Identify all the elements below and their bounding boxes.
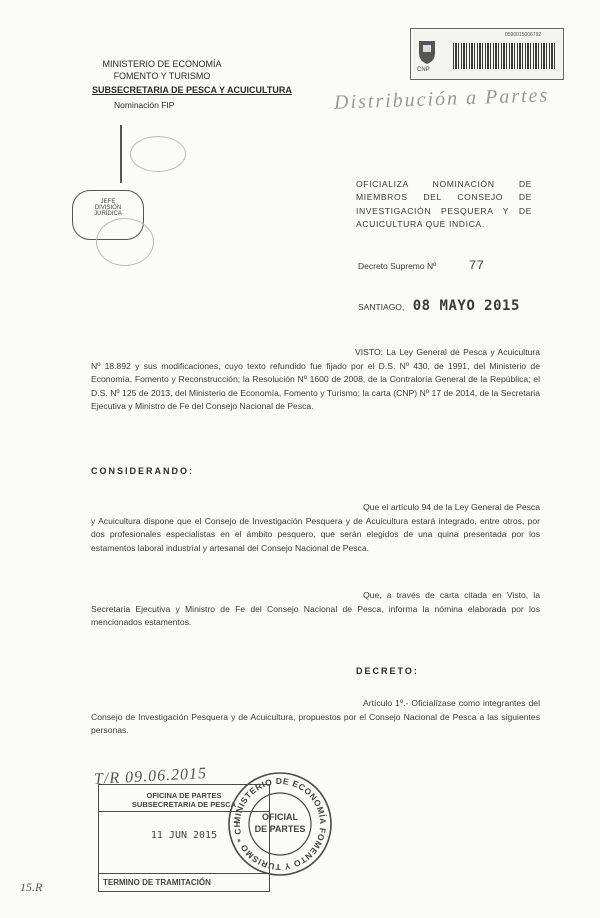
considerando-paragraph-2: Que, a través de carta citada en Visto, la Secretaria Ejecutiva y Ministro de Fe del Consejo Nacional de Pesca, informa la nómina elaborada por los mencionados estamentos. <box>91 590 540 628</box>
oficina-stamp-date: 11 JUN 2015 <box>150 830 218 841</box>
ministry-subname: FOMENTO Y TURISMO <box>113 71 211 81</box>
ministry-header <box>92 58 312 111</box>
visto-paragraph: VISTO: La Ley General de Pesca y Acuicultura Nº 18.892 y sus modificaciones, cuyo texto refundido fue fijado por el D.S. Nº 430, de 1991, del Ministerio de Economía, Fomento y Reconstrucción; la Resolución Nº 1600 de 2008, de la Contraloría General de la República; el D.S. Nº 125 de 2013, del Ministerio de Economía, Fomento y Turismo; la carta (CNP) Nº 17 de 2014, de la Secretaria Ejecutiva y Ministro de Fe del Consejo Nacional de Pesca. <box>91 347 540 412</box>
considerando-heading: CONSIDERANDO: <box>91 466 195 476</box>
date-line <box>358 297 558 315</box>
ministry-name: MINISTERIO DE ECONOMÍA <box>102 59 222 69</box>
handwritten-date-note: T/R 09.06.2015 <box>93 765 208 788</box>
jefe-stamp-line1: JEFE <box>100 199 116 205</box>
article-1: Artículo 1º.- Oficialízase como integrantes del Consejo de Investigación Pesquera y de Acuicultura, propuestos por el Consejo Nacional de Pesca a las siguientes personas. <box>91 698 540 736</box>
filing-stamp <box>410 28 564 80</box>
reference-label: Nominación FIP <box>114 100 175 110</box>
faint-oval-stamp <box>130 136 186 172</box>
filing-stamp-number: 0590015006792 <box>505 32 542 38</box>
date-place: SANTIAGO, <box>358 302 405 312</box>
round-stamp-center-2: DE PARTES <box>254 824 306 834</box>
oficina-stamp-line2: SUBSECRETARIA DE PESCA <box>99 800 269 812</box>
decree-subject: OFICIALIZA NOMINACIÓN DE MIEMBROS DEL CONSEJO DE INVESTIGACIÓN PESQUERA Y DE ACUICULTURA QUE INDICA. <box>356 179 532 230</box>
ministry-round-stamp <box>226 770 334 878</box>
handwritten-note-top: Distribución a Partes <box>333 84 550 114</box>
decree-number-line <box>358 258 538 273</box>
oficina-stamp-footer: TERMINO DE TRAMITACIÓN <box>99 873 269 891</box>
oficina-stamp-line1: OFICINA DE PARTES <box>146 791 222 800</box>
round-stamp-ring-text: MINISTERIO DE ECONOMÍA FOMENTO Y TURISMO * CH <box>231 775 329 873</box>
decreto-heading: DECRETO: <box>356 666 419 676</box>
barcode <box>453 43 555 69</box>
crest-icon <box>416 37 438 65</box>
jefe-stamp-line2: DIVISIÓN <box>94 205 122 211</box>
handwritten-initials: 15.R <box>20 880 43 894</box>
faint-round-stamp <box>96 218 154 266</box>
subsecretaria-name: SUBSECRETARIA DE PESCA Y ACUICULTURA <box>92 85 292 95</box>
decree-label: Decreto Supremo Nº <box>358 261 437 271</box>
considerando-paragraph-1: Que el artículo 94 de la Ley General de Pesca y Acuicultura dispone que el Consejo de Investigación Pesquera y de Acuicultura estará integrado, entre otros, por dos profesionales especialistas en el ámbito pesquero, que serán elegidos de una quina presentada por los estamentos laboral industrial y artesanal del Consejo Nacional de Pesca. <box>91 502 540 553</box>
filing-stamp-label: CNP <box>417 67 430 73</box>
jefe-stamp-line3: JURÍDICA <box>94 211 122 217</box>
decree-number: 77 <box>468 258 485 273</box>
round-stamp-center-1: OFICIAL <box>262 812 298 822</box>
margin-mark <box>120 125 122 183</box>
date-value: 08 MAYO 2015 <box>412 298 520 314</box>
